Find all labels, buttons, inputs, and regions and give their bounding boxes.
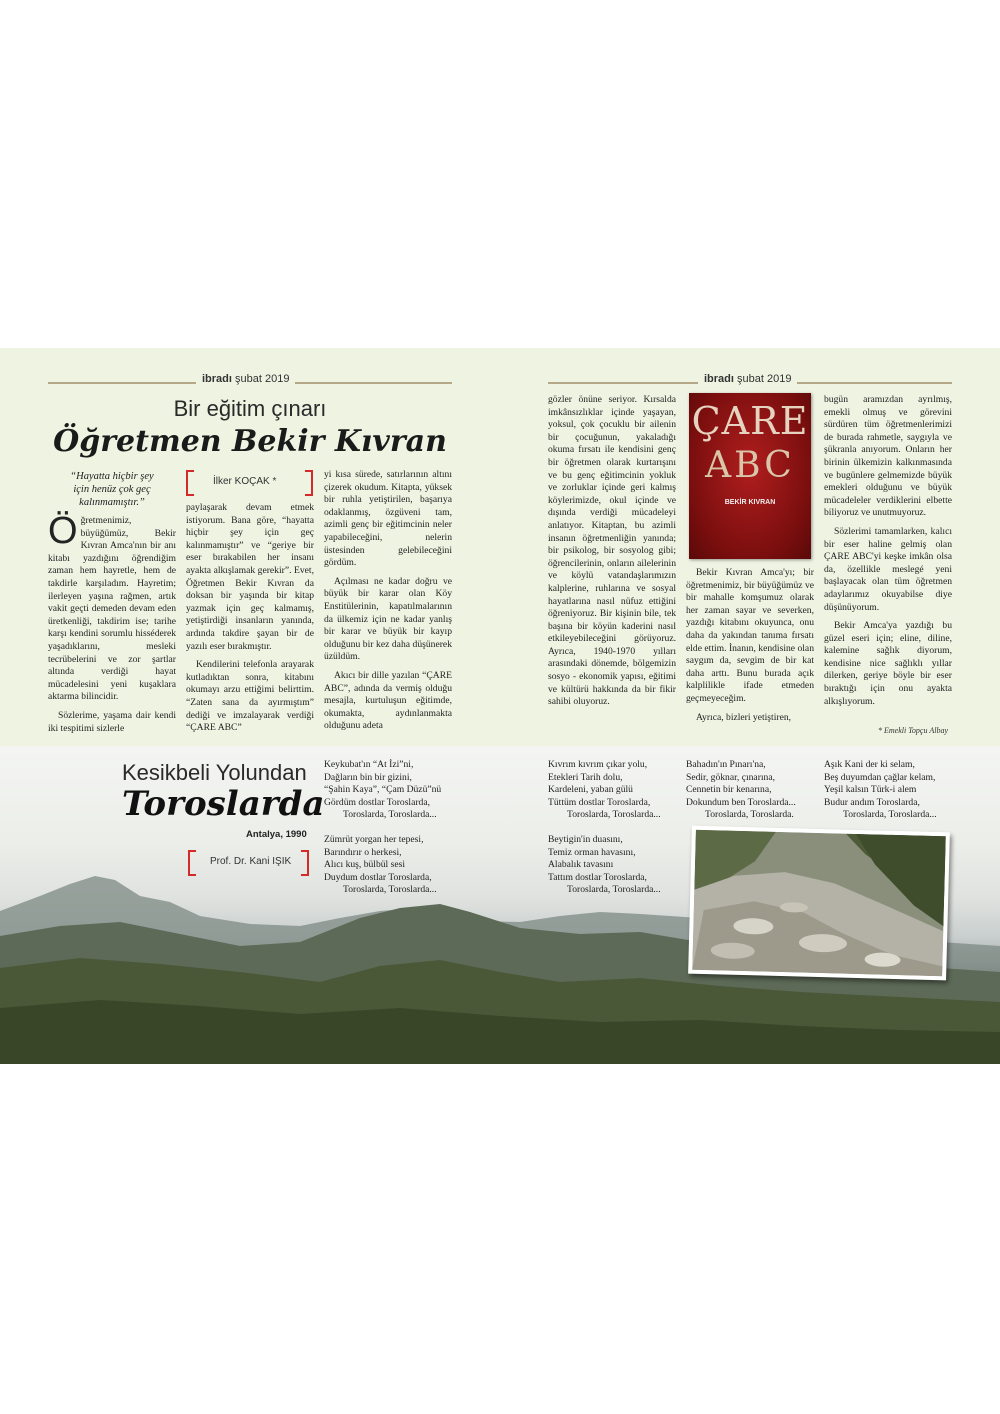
author-bracket-right xyxy=(305,470,313,496)
poem-title: Toroslarda xyxy=(122,784,325,824)
paragraph: Bekir Kıvran Amca'yı; bir öğretmenimiz, bir büyüğümüz ve bir mahalle komşumuz olarak her zaman sayar ve severken, yazdığı kitabını okuyunca, onu daha da yakından tanıma fırsatı elde ettim. İnanın, kendisine olan saygım da, sevgim de bir kat daha arttı. Bunu burada açık kalplilikle ifade etmeden geçmeyeceğim. xyxy=(686,567,814,704)
paragraph: Kendilerini telefonla arayarak kutladıktan sonra, kitabını okumayı arzu ettiğimi belirttim. “Zaten sana da ayırmıştım” dediği ve imzalayarak verdiği “ÇARE ABC” xyxy=(186,659,314,734)
book-title-line-1: ÇARE xyxy=(691,399,809,443)
book-cover-image xyxy=(689,393,811,559)
book-title-line-2: ABC xyxy=(705,445,795,486)
poem-author: Prof. Dr. Kani IŞIK xyxy=(210,856,292,867)
article-author: İlker KOÇAK * xyxy=(213,476,277,487)
quote-line: “Hayatta hiçbir şey xyxy=(70,471,154,482)
poem-stanza: Beytigin'in duasını, Temiz orman havasını, Alabalık tavasını Tattım dostlar Toroslarda, Toroslarda, Toroslarda... xyxy=(548,834,661,895)
paragraph: Sözlerime, yaşama dair kendi iki tespitimi sizlerle xyxy=(48,709,176,734)
paragraph: Açılması ne kadar doğru ve büyük bir karar olan Köy Enstitülerinin, kapatılmalarının da ülkemiz için ne kadar yanlış bir karar ve büyük bir kayıp olduğunu bir kez daha düşünerek üzüldüm. xyxy=(324,575,452,663)
issue-date: şubat 2019 xyxy=(235,373,290,385)
poem-stanza: Bahadın'ın Pınarı'na, Sedir, göknar, çınarına, Cennetin bir kenarına, Dokundum ben Toroslarda... Toroslarda, Toroslarda. xyxy=(686,759,796,820)
author-footnote: * Emekli Topçu Albay xyxy=(878,726,948,735)
paragraph: Ayrıca, bizleri yetiştiren, xyxy=(696,711,792,723)
article-column-1 xyxy=(48,510,176,741)
author-bracket-left xyxy=(188,850,196,876)
quote-line: kalınmamıştır.” xyxy=(79,497,145,508)
article-subtitle: Bir eğitim çınarı xyxy=(173,396,327,421)
author-bracket-left xyxy=(186,470,194,496)
poem-place-date: Antalya, 1990 xyxy=(246,829,307,840)
paragraph: Sözlerimi tamamlarken, kalıcı bir eser haline gelmiş olan ÇARE ABC'yi keşke imkân olsa da, özellikle meslegé yeni başlayacak olan tüm öğretmen adaylarımız okuyabilse diye düşünüyorum. xyxy=(824,525,952,613)
brand-name: ibradı xyxy=(704,373,734,385)
issue-date: şubat 2019 xyxy=(737,373,792,385)
article-column-6 xyxy=(824,394,952,714)
page-header-right xyxy=(698,373,797,385)
brand-name: ibradı xyxy=(202,373,232,385)
article-column-2 xyxy=(186,502,314,741)
author-bracket-right xyxy=(301,850,309,876)
poem-subtitle: Kesikbeli Yolundan xyxy=(122,760,307,785)
poem-stanza: Zümrüt yorgan her tepesi, Barındırır o herkesi, Alıcı kuş, bülbül sesi Duydum dostlar Toroslarda, Toroslarda, Toroslarda... xyxy=(324,834,437,895)
poem-stanza: Aşık Kani der ki selam, Beş duyumdan çağlar kelam, Yeşil kalsın Türk-i alem Budur andım Toroslarda, Toroslarda, Toroslarda... xyxy=(824,759,937,820)
article-title: Öğretmen Bekir Kıvran xyxy=(53,424,447,459)
rocky-trail-photo xyxy=(688,826,950,981)
paragraph xyxy=(48,510,176,704)
paragraph: gözler önüne seriyor. Kırsalda imkânsızlıklar içinde yaşayan, yoksul, çok çocuklu bir ailenin bir çocuğunun, yakaladığı okuma fırsatı ile kendisini genç bir öğretmen olarak kurtarışını ve bu genç eğitimcinin yokluk ve zorluklar içinde geri kalmış köylerimizde, okul içinde ve dışında verdiği mücadeleyi anlatıyor. Kitaptan, bu azimli insanın öğretmenliğin yanında; bir psikolog, bir sosyolog gibi; öğrencilerinin, onların ailelerinin ve köylü vatandaşlarımızın kalplerine, ruhlarına ve sosyal hayatlarına nasıl nüfuz ettiğini öğreniyoruz. Bir kişinin bile, tek başına bir köyün kaderini nasıl etkileyebileceğini görüyoruz. Ayrıca, 1940-1970 yılları arasındaki dönemde, bölgemizin sosyo - ekonomik yapısı, eğitimi ve kültürü hakkında da bir fikir sahibi oluyoruz. xyxy=(548,394,676,708)
book-author: BEKİR KIVRAN xyxy=(724,499,776,506)
page-header-left xyxy=(196,373,295,385)
drop-cap: Ö xyxy=(48,510,78,552)
article-column-3 xyxy=(324,469,452,739)
paragraph: Akıcı bir dille yazılan “ÇARE ABC”, adında da vermiş olduğu mesajla, kurtuluşun eğitimde, okumakta, aydınlanmakta olduğunu adeta xyxy=(324,669,452,732)
poem-stanza: Keykubat'ın “At İzi”ni, Dağların bin bir gizini, “Şahin Kaya”, “Çam Düzü”nü Gördüm dostlar Toroslarda, Toroslarda, Toroslarda... xyxy=(324,759,442,820)
pull-quote xyxy=(50,470,174,509)
article-column-5 xyxy=(686,567,814,730)
paragraph-text: ğretmenimiz, büyüğümüz, Bekir Kıvran Amca'nın bir anı kitabı yazdığını öğrendiğim zaman hem hayretle, hem de takdirle karşıladım. Hayretim; ilerleyen yaşına rağmen, artık vakit geçti demeden devam eden üretkenliği, takdirim ise; tarihe karşı kendini sorumlu hisséderek yaşadıklarını, mesleki tecrübelerini ve zor şartlar altında verdiği hayat mücadelesini yeni kuşaklara aktarma bilincidir. xyxy=(48,515,176,703)
poem-stanza: Kıvrım kıvrım çıkar yolu, Etekleri Tarih dolu, Kardeleni, yaban gülü Tüttüm dostlar Toroslarda, Toroslarda, Toroslarda... xyxy=(548,759,661,820)
paragraph: paylaşarak devam etmek istiyorum. Bana göre, “hayatta hiçbir şey için geç kalınmamıştır” ve “geriye bir eser bırakabilen her insanı ayakta alkışlamak gerekir”. Evet, Öğretmen Bekir Kıvran da doksan bir yaşında bir kitap yazmak için geç kalmamış, yetiştirdiği insanların yanında, ardında takdire şayan bir de yazılı eser bırakmıştır. xyxy=(186,502,314,652)
article-column-4 xyxy=(548,394,676,715)
paragraph: bugün aramızdan ayrılmış, emekli olmuş ve görevini sürdüren tüm öğretmenlerimizi de burada rahmetle, saygıyla ve şükranla anıyorum. Onların her birinin ülkemizin kalkınmasında ve bugünlere gelmemizde büyük emekleri olduğunu ve büyük mücadeleler verdiklerini elbette biliyoruz ve unutmuyoruz. xyxy=(824,394,952,519)
quote-line: için henüz çok geç xyxy=(73,484,151,495)
paragraph: Bekir Amca'ya yazdığı bu güzel eseri için; eline, diline, kalemine sağlık diyorum, kendisine nice sağlıklı yıllar dilerken, geriye böyle bir eser bıraktığı için onu ayakta alkışlıyorum. xyxy=(824,620,952,707)
paragraph: yi kısa sürede, satırlarının altını çizerek okudum. Kitapta, yüksek bir ruhla yetiştirilen, başarıya odaklanmış, özgüveni tam, azimli genç bir eğitimcinin neler yapabileceğini, nelerin üstesinden gelebileceğini gördüm. xyxy=(324,469,452,569)
